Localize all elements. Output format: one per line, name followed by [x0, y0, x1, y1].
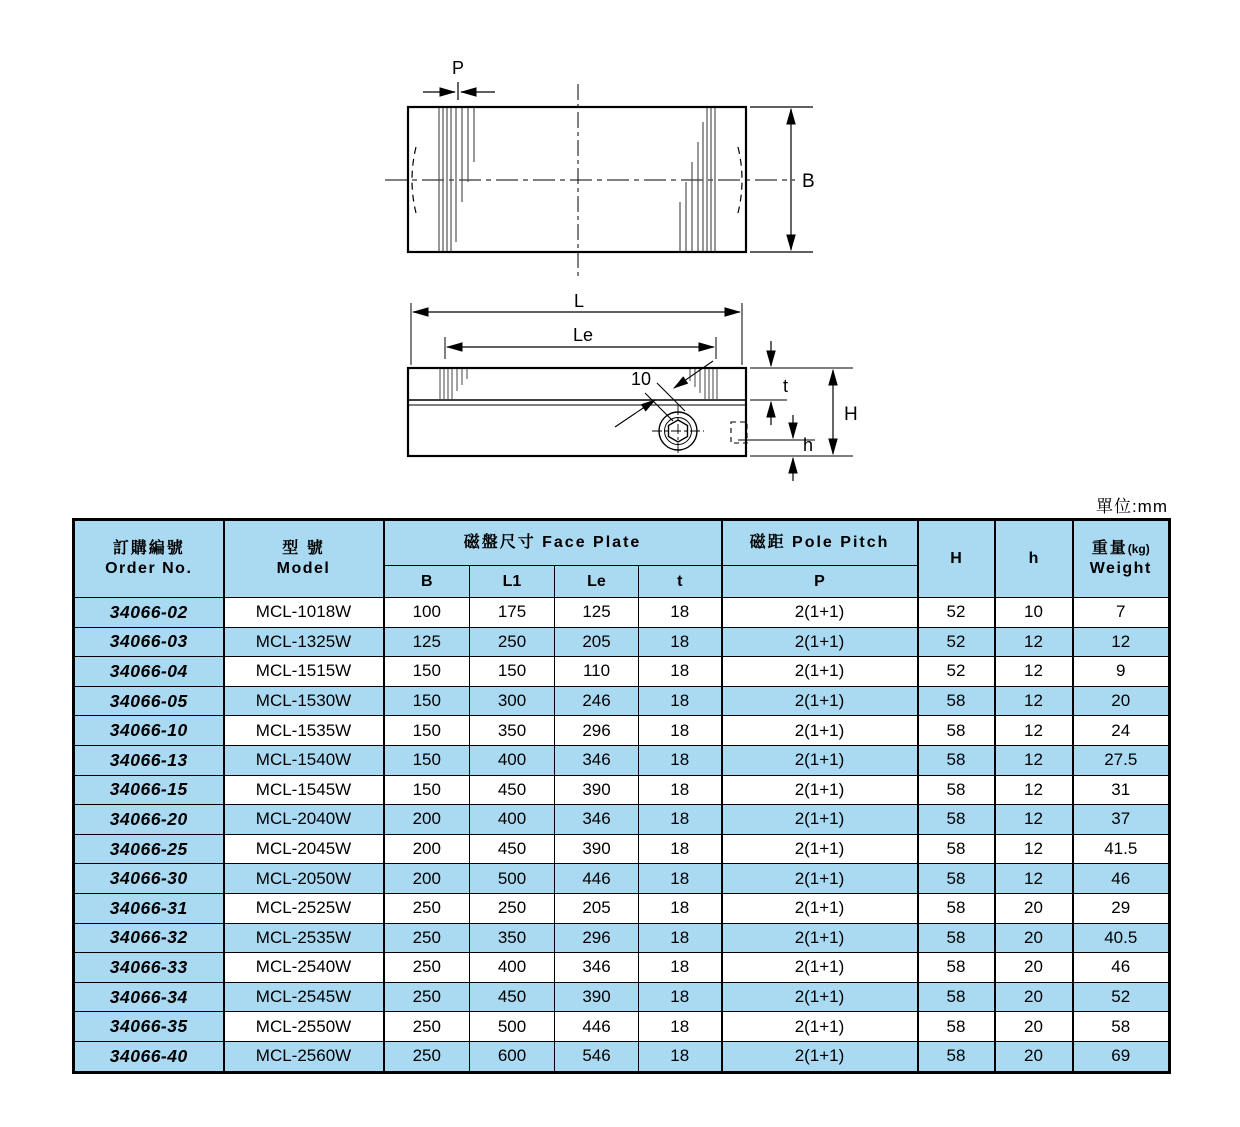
drawing-top-view [383, 52, 828, 295]
cell-l1: 400 [470, 953, 555, 983]
cell-H: 58 [918, 1012, 995, 1042]
header-h: h [995, 520, 1073, 598]
cell-l1: 250 [470, 893, 555, 923]
cell-order-no: 34066-35 [74, 1012, 224, 1042]
cell-h: 12 [995, 627, 1073, 657]
cell-b: 200 [384, 805, 470, 835]
cell-b: 200 [384, 834, 470, 864]
cell-b: 150 [384, 716, 470, 746]
cell-model: MCL-1540W [224, 745, 384, 775]
cell-model: MCL-2045W [224, 834, 384, 864]
cell-p: 2(1+1) [722, 627, 918, 657]
cell-weight: 52 [1073, 982, 1170, 1012]
cell-order-no: 34066-40 [74, 1041, 224, 1072]
cell-h: 20 [995, 982, 1073, 1012]
cell-weight: 20 [1073, 686, 1170, 716]
cell-l1: 400 [470, 745, 555, 775]
cell-le: 205 [555, 627, 639, 657]
cell-t: 18 [639, 1012, 722, 1042]
cell-model: MCL-1545W [224, 775, 384, 805]
cell-weight: 37 [1073, 805, 1170, 835]
cell-weight: 46 [1073, 953, 1170, 983]
cell-H: 58 [918, 864, 995, 894]
table-row [74, 598, 1170, 628]
cell-le: 346 [555, 953, 639, 983]
cell-H: 58 [918, 982, 995, 1012]
cell-b: 100 [384, 598, 470, 628]
cell-b: 125 [384, 627, 470, 657]
cell-le: 390 [555, 834, 639, 864]
cell-le: 205 [555, 893, 639, 923]
table-row [74, 1012, 1170, 1042]
cell-H: 58 [918, 686, 995, 716]
cell-p: 2(1+1) [722, 745, 918, 775]
cell-b: 250 [384, 893, 470, 923]
cell-t: 18 [639, 864, 722, 894]
cell-weight: 58 [1073, 1012, 1170, 1042]
header-sub-t: t [639, 566, 722, 598]
cell-l1: 400 [470, 805, 555, 835]
cell-h: 12 [995, 775, 1073, 805]
cell-weight: 31 [1073, 775, 1170, 805]
cell-t: 18 [639, 893, 722, 923]
cell-l1: 300 [470, 686, 555, 716]
cell-le: 446 [555, 1012, 639, 1042]
header-sub-le: Le [555, 566, 639, 598]
screw-dim-label: 10 [630, 369, 652, 389]
cell-order-no: 34066-10 [74, 716, 224, 746]
cell-weight: 7 [1073, 598, 1170, 628]
cell-p: 2(1+1) [722, 598, 918, 628]
cell-le: 346 [555, 805, 639, 835]
header-H: H [918, 520, 995, 598]
cell-H: 58 [918, 745, 995, 775]
cell-h: 20 [995, 953, 1073, 983]
cell-weight: 69 [1073, 1041, 1170, 1072]
cell-weight: 46 [1073, 864, 1170, 894]
pole-lines-side-left [440, 369, 467, 399]
header-face-plate: 磁盤尺寸 Face Plate [384, 520, 722, 566]
dimension-p [423, 58, 495, 100]
cell-H: 58 [918, 953, 995, 983]
cell-order-no: 34066-32 [74, 923, 224, 953]
cell-p: 2(1+1) [722, 953, 918, 983]
cell-H: 58 [918, 716, 995, 746]
cell-l1: 600 [470, 1041, 555, 1072]
cell-b: 150 [384, 745, 470, 775]
cell-p: 2(1+1) [722, 657, 918, 687]
cell-l1: 150 [470, 657, 555, 687]
dimension-t [750, 341, 853, 425]
cell-le: 390 [555, 775, 639, 805]
cell-t: 18 [639, 745, 722, 775]
header-sub-p: P [722, 566, 918, 598]
cell-le: 125 [555, 598, 639, 628]
cell-p: 2(1+1) [722, 805, 918, 835]
cell-order-no: 34066-04 [74, 657, 224, 687]
cell-h: 12 [995, 686, 1073, 716]
header-sub-b: B [384, 566, 470, 598]
cell-h: 20 [995, 1041, 1073, 1072]
l-label: L [573, 293, 585, 311]
cell-b: 250 [384, 982, 470, 1012]
cell-le: 346 [555, 745, 639, 775]
header-order-no: 訂購編號 Order No. [74, 520, 224, 598]
cell-model: MCL-2540W [224, 953, 384, 983]
cell-l1: 250 [470, 627, 555, 657]
cell-model: MCL-1515W [224, 657, 384, 687]
cell-h: 20 [995, 1012, 1073, 1042]
cell-t: 18 [639, 923, 722, 953]
header-model: 型 號 Model [224, 520, 384, 598]
cell-weight: 12 [1073, 627, 1170, 657]
header-sub-l1: L1 [470, 566, 555, 598]
hex-socket-screw [652, 405, 704, 457]
le-label: Le [572, 325, 594, 345]
cell-H: 52 [918, 627, 995, 657]
cell-t: 18 [639, 834, 722, 864]
cell-H: 58 [918, 893, 995, 923]
cell-weight: 24 [1073, 716, 1170, 746]
cell-order-no: 34066-02 [74, 598, 224, 628]
cell-model: MCL-2550W [224, 1012, 384, 1042]
cell-H: 58 [918, 775, 995, 805]
cell-model: MCL-1018W [224, 598, 384, 628]
cell-model: MCL-2560W [224, 1041, 384, 1072]
table-row [74, 686, 1170, 716]
cell-t: 18 [639, 598, 722, 628]
table-row [74, 775, 1170, 805]
cell-l1: 450 [470, 982, 555, 1012]
cell-l1: 350 [470, 923, 555, 953]
table-row [74, 982, 1170, 1012]
table-row [74, 657, 1170, 687]
cell-H: 52 [918, 657, 995, 687]
cell-H: 52 [918, 598, 995, 628]
drawing-side-view [383, 293, 863, 506]
p-label: P [451, 58, 465, 78]
cell-model: MCL-2535W [224, 923, 384, 953]
t-label: t [783, 376, 789, 396]
table-row [74, 893, 1170, 923]
cell-p: 2(1+1) [722, 1041, 918, 1072]
cell-H: 58 [918, 805, 995, 835]
H-label: H [844, 404, 858, 425]
table-row [74, 864, 1170, 894]
cell-h: 12 [995, 834, 1073, 864]
cell-le: 296 [555, 716, 639, 746]
cell-p: 2(1+1) [722, 834, 918, 864]
table-row [74, 745, 1170, 775]
h-label: h [803, 435, 814, 455]
cell-h: 12 [995, 745, 1073, 775]
cell-h: 12 [995, 716, 1073, 746]
cell-le: 246 [555, 686, 639, 716]
cell-p: 2(1+1) [722, 1012, 918, 1042]
cell-b: 250 [384, 1041, 470, 1072]
cell-t: 18 [639, 775, 722, 805]
cell-h: 20 [995, 893, 1073, 923]
cell-le: 446 [555, 864, 639, 894]
cell-model: MCL-2040W [224, 805, 384, 835]
cell-b: 200 [384, 864, 470, 894]
cell-model: MCL-1325W [224, 627, 384, 657]
cell-b: 150 [384, 775, 470, 805]
cell-order-no: 34066-33 [74, 953, 224, 983]
table-row [74, 953, 1170, 983]
cell-model: MCL-2050W [224, 864, 384, 894]
table-row [74, 1041, 1170, 1072]
cell-p: 2(1+1) [722, 923, 918, 953]
dimension-screw-10 [615, 361, 713, 427]
cell-h: 12 [995, 864, 1073, 894]
cell-l1: 450 [470, 834, 555, 864]
cell-l1: 450 [470, 775, 555, 805]
cell-p: 2(1+1) [722, 893, 918, 923]
cell-order-no: 34066-25 [74, 834, 224, 864]
cell-t: 18 [639, 1041, 722, 1072]
cell-H: 58 [918, 923, 995, 953]
cell-l1: 500 [470, 864, 555, 894]
cell-l1: 350 [470, 716, 555, 746]
cell-order-no: 34066-05 [74, 686, 224, 716]
cell-b: 250 [384, 953, 470, 983]
cell-p: 2(1+1) [722, 716, 918, 746]
cell-order-no: 34066-13 [74, 745, 224, 775]
cell-t: 18 [639, 805, 722, 835]
cell-p: 2(1+1) [722, 686, 918, 716]
cell-t: 18 [639, 686, 722, 716]
unit-label: 單位:mm [1095, 497, 1168, 516]
cell-b: 250 [384, 923, 470, 953]
dimension-h [738, 415, 815, 481]
table-row [74, 627, 1170, 657]
cell-weight: 27.5 [1073, 745, 1170, 775]
table-row [74, 716, 1170, 746]
cell-p: 2(1+1) [722, 775, 918, 805]
cell-h: 12 [995, 657, 1073, 687]
cell-l1: 175 [470, 598, 555, 628]
cell-order-no: 34066-03 [74, 627, 224, 657]
cell-t: 18 [639, 627, 722, 657]
cell-weight: 29 [1073, 893, 1170, 923]
cell-b: 250 [384, 1012, 470, 1042]
spec-table [72, 518, 1171, 1074]
cell-h: 20 [995, 923, 1073, 953]
cell-order-no: 34066-15 [74, 775, 224, 805]
b-label: B [802, 171, 815, 192]
table-row [74, 923, 1170, 953]
cell-le: 110 [555, 657, 639, 687]
spec-table-body [74, 598, 1170, 1073]
cell-H: 58 [918, 834, 995, 864]
cell-order-no: 34066-31 [74, 893, 224, 923]
dimension-le [445, 325, 716, 359]
cell-b: 150 [384, 657, 470, 687]
cell-t: 18 [639, 982, 722, 1012]
cell-t: 18 [639, 657, 722, 687]
cell-h: 10 [995, 598, 1073, 628]
cell-model: MCL-2545W [224, 982, 384, 1012]
cell-weight: 41.5 [1073, 834, 1170, 864]
cell-b: 150 [384, 686, 470, 716]
cell-order-no: 34066-20 [74, 805, 224, 835]
cell-model: MCL-1535W [224, 716, 384, 746]
cell-order-no: 34066-34 [74, 982, 224, 1012]
cell-p: 2(1+1) [722, 864, 918, 894]
cell-order-no: 34066-30 [74, 864, 224, 894]
cell-p: 2(1+1) [722, 982, 918, 1012]
cell-le: 296 [555, 923, 639, 953]
cell-H: 58 [918, 1041, 995, 1072]
cell-model: MCL-1530W [224, 686, 384, 716]
cell-h: 12 [995, 805, 1073, 835]
table-row [74, 805, 1170, 835]
cell-t: 18 [639, 953, 722, 983]
cell-le: 546 [555, 1041, 639, 1072]
cell-le: 390 [555, 982, 639, 1012]
cell-weight: 9 [1073, 657, 1170, 687]
cell-t: 18 [639, 716, 722, 746]
header-pole-pitch: 磁距 Pole Pitch [722, 520, 918, 566]
header-weight: 重量(kg) Weight [1073, 520, 1170, 598]
table-row [74, 834, 1170, 864]
cell-weight: 40.5 [1073, 923, 1170, 953]
cell-l1: 500 [470, 1012, 555, 1042]
cell-model: MCL-2525W [224, 893, 384, 923]
